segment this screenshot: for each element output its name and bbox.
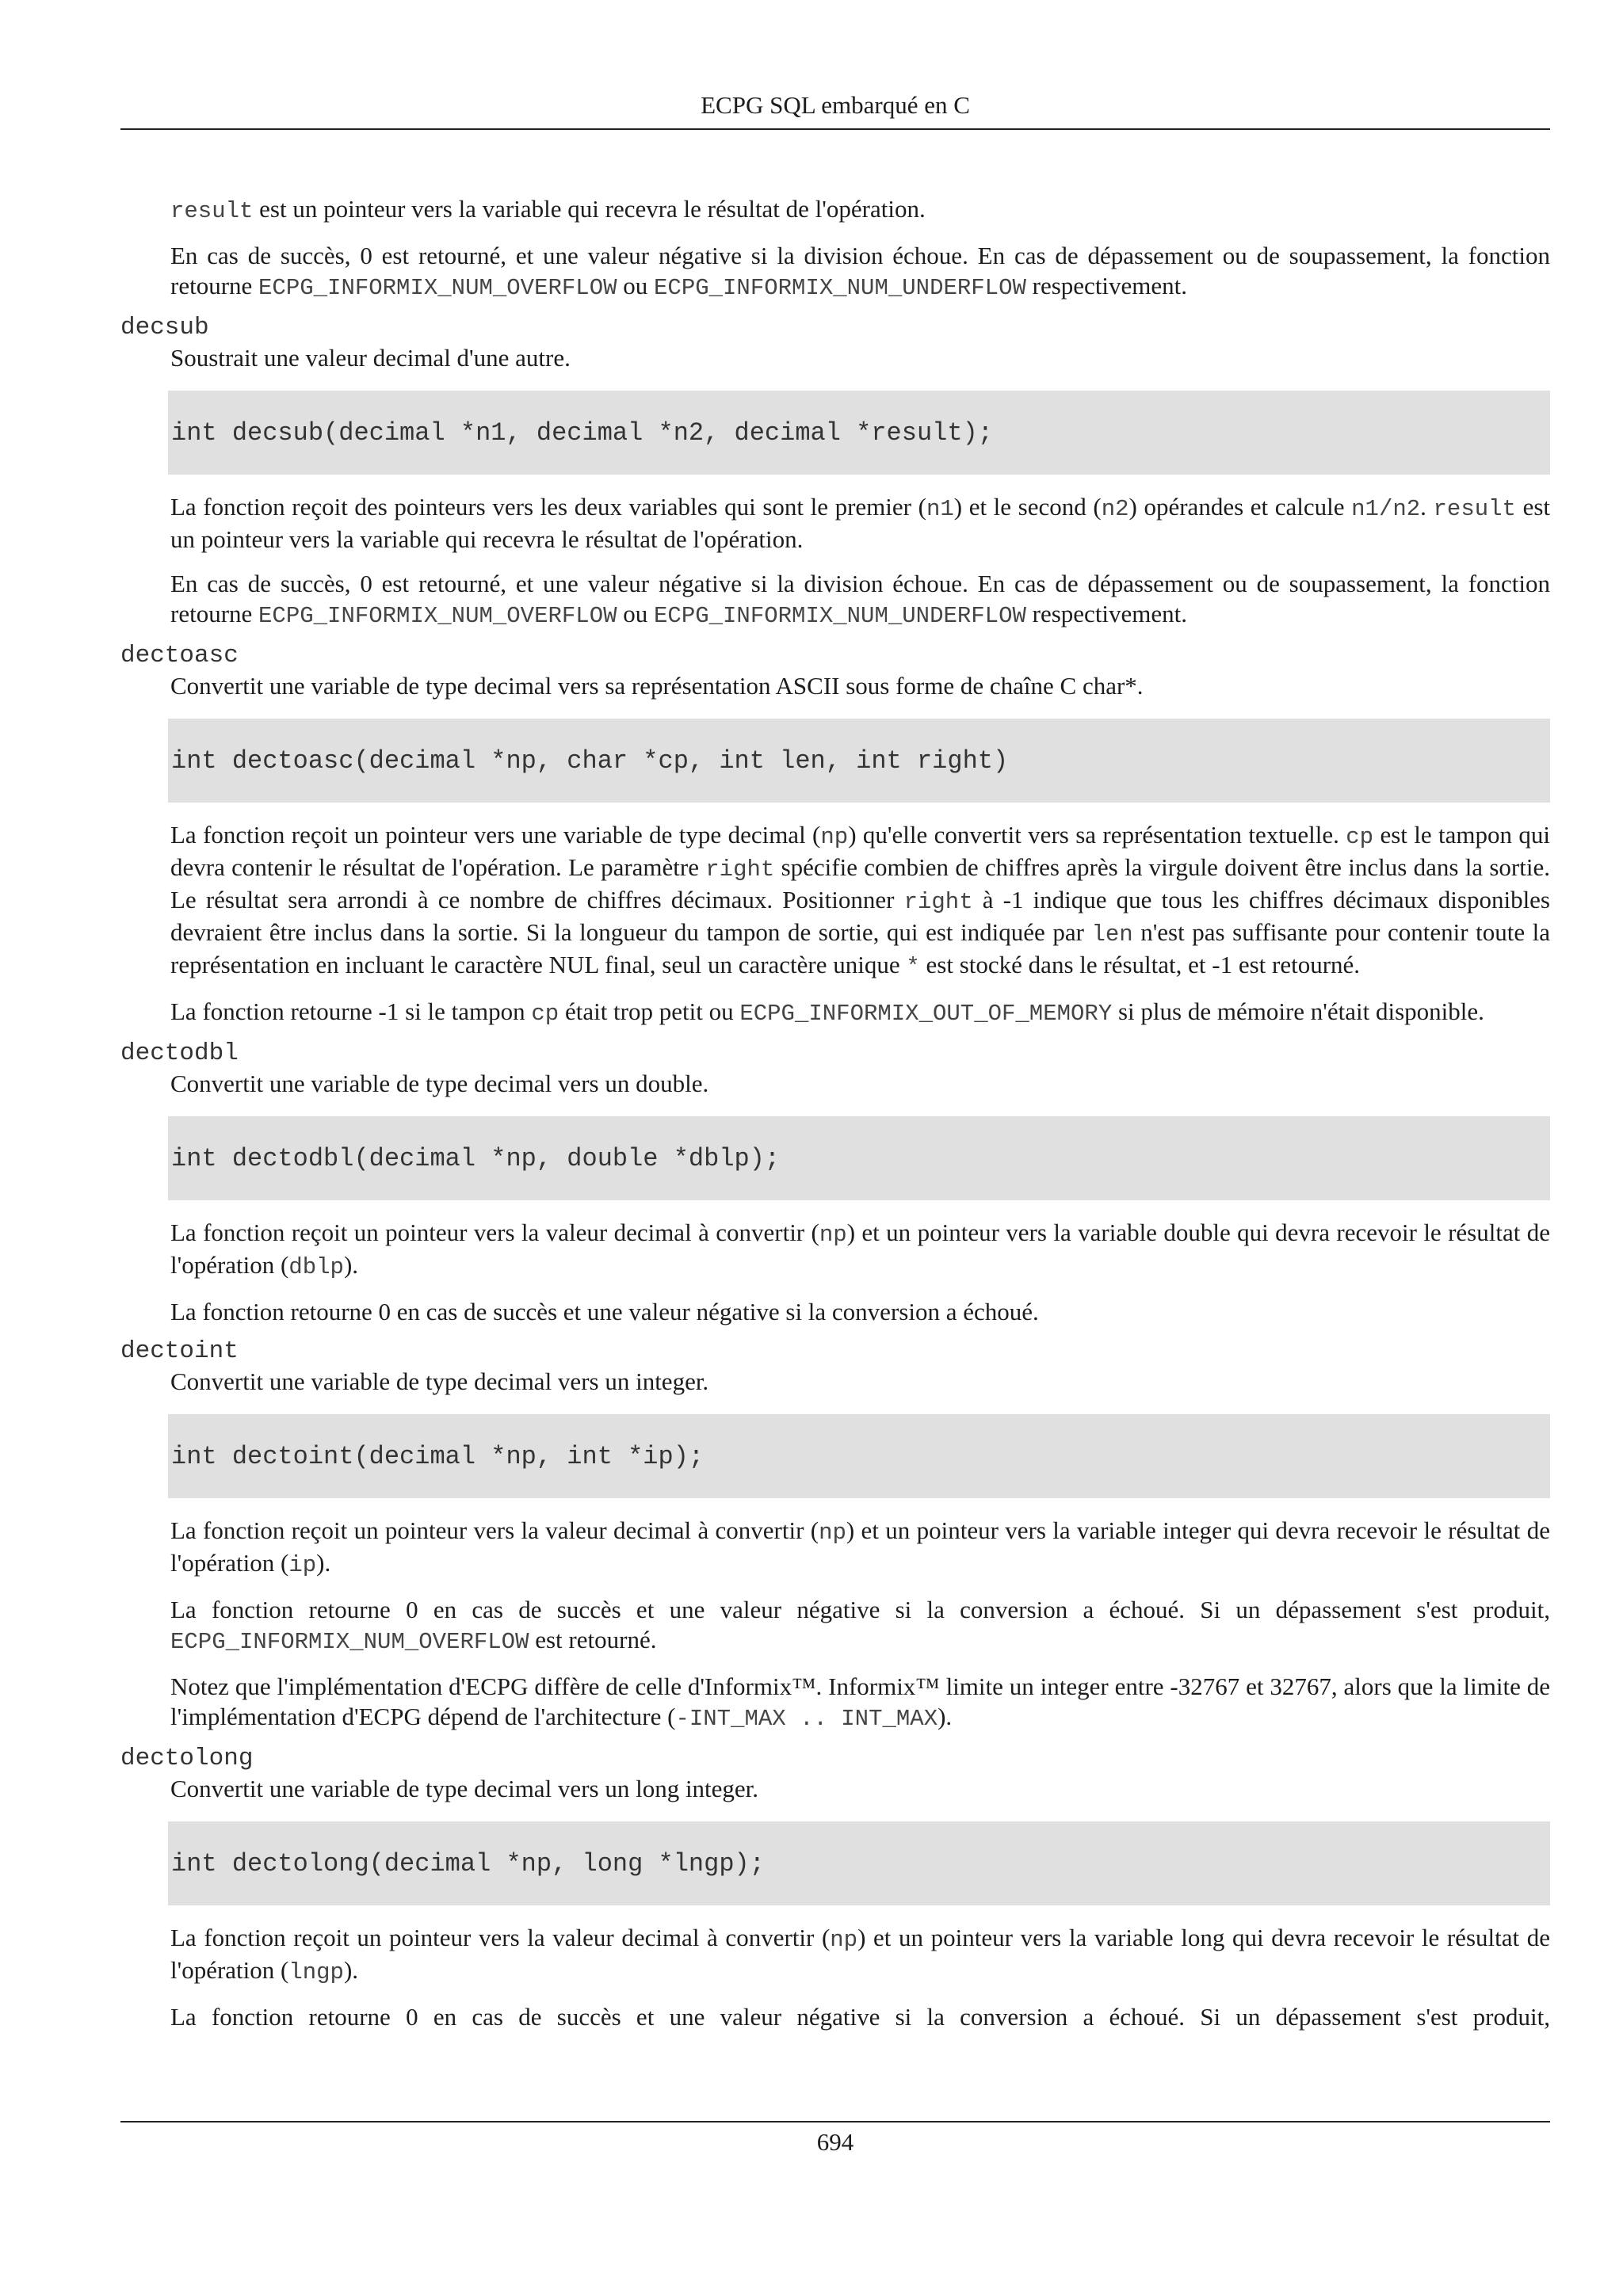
inline-code: ECPG_INFORMIX_NUM_OVERFLOW (170, 1629, 529, 1655)
paragraph: Notez que l'implémentation d'ECPG diffère de celle d'Informix™. Informix™ limite un integer entre -32767 et 32767, alors que la limite de l'implémentation d'ECPG dépend de l'architecture (-INT_MAX .. INT_MAX). (170, 1672, 1550, 1732)
inline-code: np (819, 1520, 846, 1546)
inline-code: ECPG_INFORMIX_NUM_OVERFLOW (258, 275, 617, 301)
paragraph: La fonction retourne 0 en cas de succès et une valeur négative si la conversion a échoué. Si un dépassement s'est produit, (170, 2003, 1550, 2031)
paragraph: En cas de succès, 0 est retourné, et une valeur négative si la division échoue. En cas de dépassement ou de soupassement, la fonction retourne ECPG_INFORMIX_NUM_OVERFLOW ou ECPG_INFORMIX_NUM_UNDERFLOW respectivement. (170, 570, 1550, 629)
function-description: Convertit une variable de type decimal vers un integer. (170, 1367, 709, 1395)
inline-code: ECPG_INFORMIX_NUM_UNDERFLOW (654, 275, 1026, 301)
inline-code: np (819, 1222, 847, 1248)
function-term-dectodbl: dectodbl (120, 1039, 239, 1067)
code-block: int dectoasc(decimal *np, char *cp, int len, int right) (168, 719, 1550, 803)
inline-code: n1/n2 (1351, 496, 1421, 522)
inline-code: * (906, 954, 920, 980)
function-description: Convertit une variable de type decimal vers un long integer. (170, 1775, 759, 1802)
paragraph: La fonction reçoit un pointeur vers une variable de type decimal (np) qu'elle convertit vers sa représentation textuelle. cp est le tampon qui devra contenir le résultat de l'opération. Le paramètre right spécifie combien de chiffres après la virgule doivent être inclus dans la sortie. Le résultat sera arrondi à ce nombre de chiffres décimaux. Positionner right à -1 indique que tous les chiffres décimaux disponibles devraient être inclus dans la sortie. Si la longueur du tampon de sortie, qui est indiquée par len n'est pas suffisante pour contenir toute la représentation en incluant le caractère NUL final, seul un caractère unique * est stocké dans le résultat, et -1 est retourné. (170, 821, 1550, 980)
paragraph: La fonction reçoit un pointeur vers la valeur decimal à convertir (np) et un pointeur vers la variable double qui devra recevoir le résultat de l'opération (dblp). (170, 1219, 1550, 1280)
inline-code: ECPG_INFORMIX_NUM_OVERFLOW (258, 603, 617, 629)
paragraph: La fonction reçoit un pointeur vers la valeur decimal à convertir (np) et un pointeur vers la variable long qui devra recevoir le résultat de l'opération (lngp). (170, 1924, 1550, 1985)
function-term-dectolong: dectolong (120, 1745, 254, 1772)
page-number: 694 (816, 2128, 854, 2156)
code-block: int decsub(decimal *n1, decimal *n2, decimal *result); (168, 391, 1550, 475)
page-content (120, 194, 1550, 2046)
paragraph: La fonction reçoit des pointeurs vers les deux variables qui sont le premier (n1) et le second (n2) opérandes et calcule n1/n2. result est un pointeur vers la variable qui recevra le résultat de l'opération. (170, 493, 1551, 553)
inline-code: ECPG_INFORMIX_OUT_OF_MEMORY (739, 1001, 1113, 1027)
paragraph: La fonction retourne 0 en cas de succès et une valeur négative si la conversion a échoué. (170, 1298, 1039, 1325)
function-term-dectoint: dectoint (120, 1337, 239, 1365)
paragraph: En cas de succès, 0 est retourné, et une valeur négative si la division échoue. En cas de dépassement ou de soupassement, la fonction retourne ECPG_INFORMIX_NUM_OVERFLOW ou ECPG_INFORMIX_NUM_UNDERFLOW respectivement. (170, 242, 1550, 301)
inline-code: cp (1346, 824, 1374, 850)
inline-code: -INT_MAX .. INT_MAX (675, 1706, 938, 1732)
function-description: Soustrait une valeur decimal d'une autre. (170, 344, 571, 372)
inline-code: result (1433, 496, 1516, 522)
function-term-dectoasc: dectoasc (120, 642, 239, 669)
paragraph: result est un pointeur vers la variable qui recevra le résultat de l'opération. (170, 195, 926, 224)
paragraph: La fonction reçoit un pointeur vers la valeur decimal à convertir (np) et un pointeur vers la variable integer qui devra recevoir le résultat de l'opération (ip). (170, 1516, 1550, 1578)
function-description: Convertit une variable de type decimal vers sa représentation ASCII sous forme de chaîne C char*. (170, 672, 1144, 700)
inline-code: ip (288, 1552, 317, 1578)
function-description: Convertit une variable de type decimal vers un double. (170, 1070, 709, 1097)
inline-code: right (903, 889, 973, 915)
code-block: int dectodbl(decimal *np, double *dblp); (168, 1116, 1550, 1200)
inline-code: np (830, 1927, 858, 1953)
inline-code: dblp (288, 1254, 344, 1280)
inline-code: n2 (1101, 496, 1129, 522)
footer-rule (120, 2121, 1550, 2122)
function-term-decsub: decsub (120, 314, 209, 341)
inline-code: ECPG_INFORMIX_NUM_UNDERFLOW (654, 603, 1026, 629)
inline-code: lngp (288, 1959, 344, 1985)
inline-code: result (170, 198, 254, 224)
paragraph: La fonction retourne 0 en cas de succès et une valeur négative si la conversion a échoué. Si un dépassement s'est produit, ECPG_INFORMIX_NUM_OVERFLOW est retourné. (170, 1596, 1550, 1655)
paragraph: La fonction retourne -1 si le tampon cp était trop petit ou ECPG_INFORMIX_OUT_OF_MEMORY si plus de mémoire n'était disponible. (170, 997, 1484, 1027)
code-block: int dectolong(decimal *np, long *lngp); (168, 1821, 1550, 1905)
inline-code: cp (531, 1001, 559, 1027)
page-header: ECPG SQL embarqué en C (120, 89, 1550, 130)
inline-code: right (705, 856, 775, 883)
inline-code: np (820, 824, 849, 850)
inline-code: len (1091, 921, 1133, 948)
code-block: int dectoint(decimal *np, int *ip); (168, 1414, 1550, 1498)
inline-code: n1 (926, 496, 954, 522)
